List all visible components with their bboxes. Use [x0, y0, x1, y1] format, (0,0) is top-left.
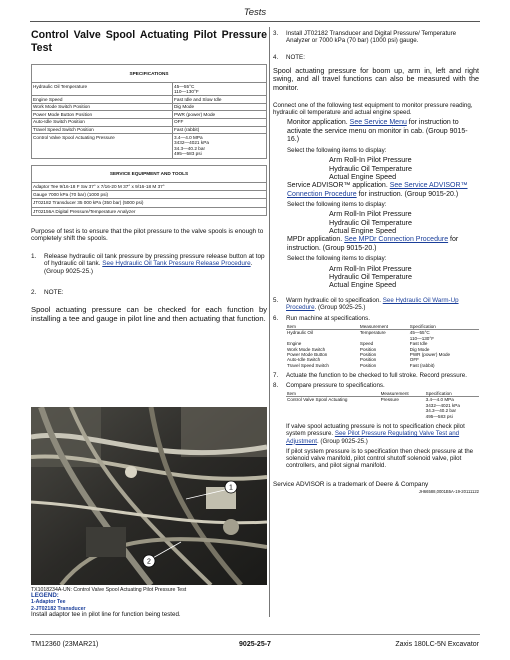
- select-1: Select the following items to display:: [287, 147, 387, 155]
- if-not-spec: If valve spool actuating pressure is not to specification check pilot system pressure. See Pilot Pressure Regulating Valve Test and Adjustment. (Group 9025-25.): [286, 422, 465, 445]
- mpdr-option: MPDr application. See MPDr Connection Procedure for instruction. (Group 9015-20.): [287, 236, 459, 252]
- table-cell: Position: [359, 362, 377, 368]
- table-cell: Temperature: [359, 330, 386, 336]
- table-cell: Position: [359, 352, 377, 358]
- display-item: Hydraulic Oil Temperature: [329, 217, 412, 227]
- spec-item: Control Valve Spool Actuating Pressure: [32, 134, 173, 158]
- spec-row: [32, 126, 267, 134]
- table-cell: 3.4—4.0 MPa 3432—4021 kPa 34.3—40.2 bar 495—583 psi: [425, 397, 460, 419]
- footer-manual: TM12360 (23MAR21): [31, 641, 99, 648]
- note-2-text: Spool actuating pressure can be checked for each function by installing a tee and gauge in pilot line and then actuating that function.: [31, 305, 267, 324]
- table-cell: Travel Speed Switch: [287, 362, 329, 368]
- pilot-regulating-valve-link[interactable]: See Pilot Pressure Regulating Valve Test and Adjustment: [286, 430, 460, 445]
- header-rule: [30, 21, 480, 22]
- tool-row: [32, 182, 267, 190]
- legend-title: LEGEND:: [31, 592, 59, 600]
- caption-id: TX1018234A-UN: Control Valve Spool Actuating Pilot Pressure Test: [31, 587, 187, 593]
- display-item: Arm Roll-In Pilot Pressure: [329, 263, 412, 273]
- table-cell: Speed: [359, 341, 374, 347]
- table-header: Measurement: [359, 324, 409, 330]
- trademark: Service ADVISOR is a trademark of Deere & Company: [273, 480, 429, 488]
- test-photo: [31, 407, 267, 585]
- note-4-text: Spool actuating pressure for boom up, arm in, left and right swing, and all travel functions can also be measured with the monitor.: [273, 65, 479, 93]
- step-7: 7. Actuate the function to be checked to full stroke. Record pressure.: [273, 372, 467, 380]
- photo-caption: [31, 587, 267, 618]
- spec-item: Travel Speed Switch Position: [32, 126, 173, 134]
- spec-value: 3.4—4.0 MPa 3432—4021 kPa 34.3—40.2 bar 495—583 psi: [173, 134, 267, 158]
- table-cell: Control Valve Spool Actuating: [287, 397, 348, 403]
- spec-value: 45—55°C 110—130°F: [173, 83, 267, 96]
- spec-item: Work Mode Switch Position: [32, 103, 173, 111]
- table-cell: 45—55°C 110—130°F: [409, 330, 435, 341]
- display-item: Hydraulic Oil Temperature: [329, 271, 412, 281]
- footer-machine: Zaxis 180LC-5N Excavator: [395, 641, 479, 648]
- tools-table: [31, 165, 267, 217]
- tools-header: SERVICE EQUIPMENT AND TOOLS: [32, 165, 267, 182]
- table-cell: Position: [359, 357, 377, 363]
- spec-row: [32, 134, 267, 158]
- step-2: 2. NOTE:: [31, 288, 64, 296]
- spec-item: Hydraulic Oil Temperature: [32, 83, 173, 96]
- right-column: [273, 27, 479, 494]
- spec-item: Power Mode Button Position: [32, 111, 173, 119]
- table-header: Measurement: [380, 391, 425, 397]
- table-cell: OFF: [409, 357, 419, 363]
- table-row: [286, 330, 479, 341]
- advisor-option: Service ADVISOR™ application. See Service ADVISOR™ Connection Procedure for instruction. (Group 9015-20.): [287, 181, 468, 198]
- callout-2: 2: [147, 558, 151, 566]
- page-title: Control Valve Spool Actuating Pilot Pressure Test: [31, 29, 267, 54]
- spec-row: [32, 103, 267, 111]
- spec-row: [32, 118, 267, 126]
- table-cell: Power Mode Button: [287, 352, 328, 358]
- display-item: Actual Engine Speed: [329, 171, 397, 181]
- left-column: [31, 27, 267, 323]
- table-cell: Pressure: [380, 397, 399, 403]
- advisor-connection-link[interactable]: See Service ADVISOR™ Connection Procedure: [287, 181, 468, 198]
- table-header: Item: [286, 324, 359, 330]
- display-item: Arm Roll-In Pilot Pressure: [329, 155, 412, 165]
- tool-item: Adaptor Tee 9/16-18 F Sw 37° x 7/16-20 M 37° x 9/16-18 M 37°: [32, 182, 267, 190]
- tool-item: Gauge 7000 kPa (70 bar) (1000 psi): [32, 190, 267, 198]
- table-cell: Work Mode Switch: [287, 346, 326, 352]
- step-4: 4. NOTE:: [273, 53, 305, 61]
- spec-value: Fast (rabbit): [173, 126, 267, 134]
- display-item: Actual Engine Speed: [329, 279, 397, 289]
- step-8: 8. Compare pressure to specifications.: [273, 381, 385, 389]
- table-cell: Auto-Idle Switch: [287, 357, 321, 363]
- callout-1: 1: [229, 484, 233, 492]
- table-cell: Fast Idle: [409, 341, 428, 347]
- tool-item: JT02156A Digital Pressure/Temperature Analyzer: [32, 207, 267, 215]
- spec-row: [32, 83, 267, 96]
- purpose-text: Purpose of test is to ensure that the pilot pressure to the valve spools is enough to completely shift the spools.: [31, 227, 264, 242]
- spec-value: Fast Idle and Slow Idle: [173, 96, 267, 104]
- oil-warmup-link[interactable]: See Hydraulic Oil Warm-Up Procedure: [286, 297, 459, 312]
- table-header: Specification: [409, 324, 479, 330]
- tool-row: [32, 199, 267, 207]
- monitor-option: Monitor application. See Service Menu for instruction to activate the service menu on monitor in cab. (Group 9015-16.): [287, 119, 468, 144]
- spec-item: Engine Speed: [32, 96, 173, 104]
- if-to-spec: If pilot system pressure is to specification then check pressure at the solenoid valve manifold, pilot control shutoff solenoid valve, pilot controllers, and pilot signal manifold.: [286, 447, 474, 470]
- tool-row: [32, 190, 267, 198]
- table-cell: Dig Mode: [409, 346, 430, 352]
- step-5: 5. Warm hydraulic oil to specification. See Hydraulic Oil Warm-Up Procedure. (Group 9025-25.): [273, 297, 459, 312]
- spec-row: [32, 111, 267, 119]
- specifications-table: [31, 64, 267, 159]
- tool-row: [32, 207, 267, 215]
- legend-item-1: 1-Adaptor Tee: [31, 599, 66, 606]
- mpdr-connection-link[interactable]: See MPDr Connection Procedure: [344, 236, 449, 244]
- table-header: Item: [286, 391, 380, 397]
- spec-value: OFF: [173, 118, 267, 126]
- spec-value: Dig Mode: [173, 103, 267, 111]
- spec-value: PWR (power) Mode: [173, 111, 267, 119]
- spec-header: SPECIFICATIONS: [32, 65, 267, 83]
- tool-item: JT02182 Transducer 35 000 kPa (350 bar) (5000 psi): [32, 199, 267, 207]
- table-cell: Hydraulic Oil: [287, 330, 314, 336]
- step-1: 1. Release hydraulic oil tank pressure by pressing pressure release button at top of hydraulic oil tank. See Hydraulic Oil Tank Pressure Release Procedure. (Group 9025-25.): [31, 252, 265, 275]
- table-cell: Engine: [287, 341, 302, 347]
- step-3: 3. Install JT02182 Transducer and Digital Pressure/ Temperature Analyzer or 7000 kPa (70 bar) (1000 psi) gauge.: [273, 30, 457, 45]
- table-cell: PWR (power) Mode: [409, 352, 451, 358]
- table-cell: Position: [359, 346, 377, 352]
- section-header: Tests: [243, 7, 267, 18]
- doc-id: JH66588,0001B5A-19-20111122: [418, 488, 479, 494]
- photo-instruction: Install adaptor tee in pilot line for function being tested.: [31, 610, 181, 618]
- run-spec-table: [286, 324, 479, 368]
- service-menu-link[interactable]: See Service Menu: [349, 119, 407, 127]
- table-cell: Fast (rabbit): [409, 362, 435, 368]
- display-item: Hydraulic Oil Temperature: [329, 163, 412, 173]
- spec-item: Auto-Idle Switch Position: [32, 118, 173, 126]
- spec-row: [32, 96, 267, 104]
- connect-text: Connect one of the following test equipment to monitor pressure reading, hydraulic oil temperature and actual engine speed.: [273, 101, 473, 116]
- display-item: Arm Roll-In Pilot Pressure: [329, 209, 412, 219]
- tank-pressure-release-link[interactable]: See Hydraulic Oil Tank Pressure Release Procedure: [102, 260, 251, 268]
- legend-item-2: 2-JT02182 Transducer: [31, 605, 86, 612]
- column-divider: [269, 27, 270, 617]
- footer-rule: [30, 634, 480, 635]
- footer-page: 9025-25-7: [239, 641, 271, 648]
- display-item: Actual Engine Speed: [329, 225, 397, 235]
- step-6: 6. Run machine at specifications.: [273, 314, 370, 322]
- select-3: Select the following items to display:: [287, 255, 387, 263]
- table-header: Specification: [425, 391, 479, 397]
- pressure-spec-table: [286, 391, 479, 419]
- select-2: Select the following items to display:: [287, 201, 387, 209]
